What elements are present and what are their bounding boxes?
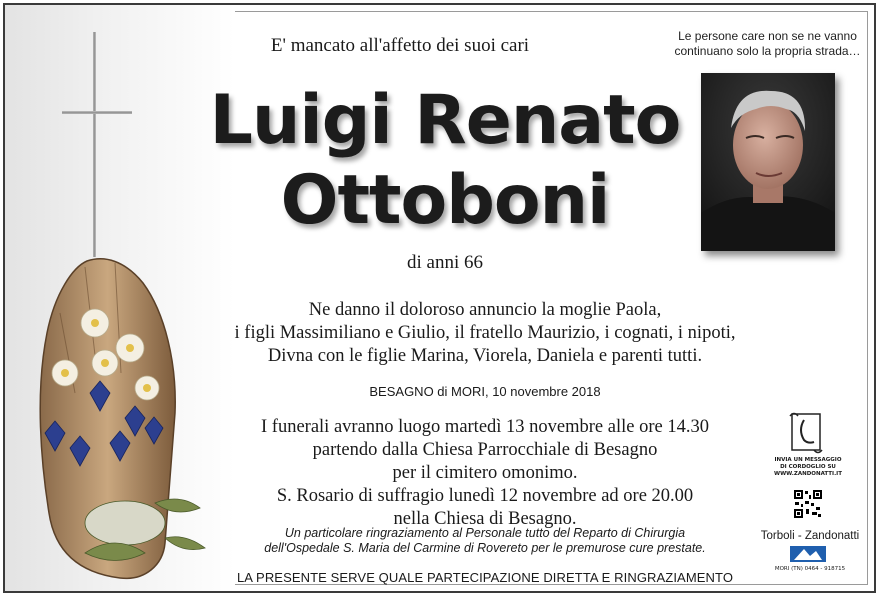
quote-line: Le persone care non se ne vanno xyxy=(678,29,857,43)
condolence-link[interactable]: WWW.ZANDONATTI.IT xyxy=(774,471,842,477)
obituary-card xyxy=(3,3,876,593)
portrait-photo xyxy=(701,73,835,251)
condolence-message-text[interactable] xyxy=(763,457,853,478)
thanks-note xyxy=(235,526,735,556)
age-text: di anni 66 xyxy=(407,252,483,273)
funeral-line: S. Rosario di suffragio lunedì 12 novembre ad ore 20.00 xyxy=(276,486,694,506)
thanks-line: Un particolare ringraziamento al Personale tutto del Reparto di Chirurgia xyxy=(284,526,686,540)
funeral-line: I funerali avranno luogo martedì 13 novembre alle ore 14.30 xyxy=(261,417,709,437)
agency-name: Torboli - Zandonatti xyxy=(760,530,860,542)
quote-line: continuano solo la propria strada… xyxy=(674,44,861,58)
qr-code-icon[interactable] xyxy=(793,489,823,519)
condolence-line: INVIA UN MESSAGGIO xyxy=(774,457,842,463)
thanks-line: dell'Ospedale S. Maria del Carmine di Rovereto per le premurose cure prestate. xyxy=(264,541,706,555)
funeral-line: partendo dalla Chiesa Parrocchiale di Besagno xyxy=(312,440,658,460)
place-date: BESAGNO di MORI, 10 novembre 2018 xyxy=(369,384,601,399)
quote-text xyxy=(660,29,875,59)
agency-logo-icon xyxy=(790,546,826,562)
scroll-logo-icon xyxy=(786,410,826,454)
deceased-name-first: Luigi Renato xyxy=(209,81,681,160)
announcement xyxy=(205,299,765,368)
funeral-line: nella Chiesa di Besagno. xyxy=(393,509,577,529)
agency-contact: MORI (TN) 0464 - 918715 xyxy=(774,566,846,572)
announcement-line: i figli Massimiliano e Giulio, il fratello Maurizio, i cognati, i nipoti, xyxy=(234,323,736,343)
deceased-name-last: Ottoboni xyxy=(280,161,610,240)
praying-hands-with-flowers-image xyxy=(25,253,225,593)
cross-icon-horizontal xyxy=(62,111,132,114)
funeral-details xyxy=(235,416,735,531)
announcement-line: Divna con le figlie Marina, Viorela, Daniela e parenti tutti. xyxy=(267,346,703,366)
announcement-line: Ne danno il doloroso annuncio la moglie Paola, xyxy=(308,300,662,320)
footer-text: LA PRESENTE SERVE QUALE PARTECIPAZIONE DIRETTA E RINGRAZIAMENTO xyxy=(236,570,734,585)
intro-text: E' mancato all'affetto dei suoi cari xyxy=(270,35,530,56)
funeral-line: per il cimitero omonimo. xyxy=(392,463,578,483)
cross-icon-vertical xyxy=(93,32,96,257)
condolence-line: DI CORDOGLIO SU xyxy=(780,464,836,470)
